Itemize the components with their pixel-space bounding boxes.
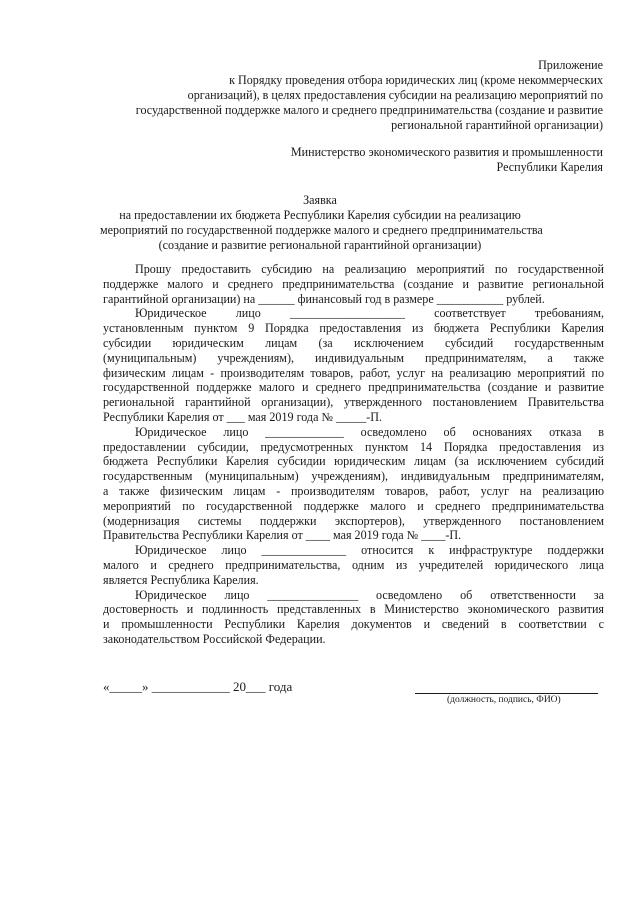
body-paragraph <box>103 306 604 424</box>
appendix-line: государственной поддержке малого и среднего предпринимательства (создание и развитие <box>135 103 603 117</box>
paragraph-line: установленным пунктом 9 Порядка предоставления из бюджета Республики Карелия <box>103 321 604 336</box>
paragraph-line: Прошу предоставить субсидию на реализацию мероприятий по государственной <box>135 262 604 276</box>
heading-line: на предоставлении их бюджета Республики Карелия субсидии на реализацию <box>119 208 521 222</box>
paragraph-line: достоверность и подлинность представленных в Министерство экономического развития <box>103 602 604 617</box>
document-heading <box>100 193 543 253</box>
heading-line: мероприятий по государственной поддержке малого и среднего предпринимательства <box>100 223 543 237</box>
paragraph-line: предоставлении субсидии, предусмотренных пунктом 14 Порядка предоставления из <box>103 439 604 454</box>
paragraph-line: Правительства Республики Карелия от ____ мая 2019 года № ____-П. <box>103 528 462 543</box>
paragraph-line: законодательством Российской Федерации. <box>103 631 326 646</box>
addressee-line: Министерство экономического развития и промышленности <box>290 145 603 159</box>
paragraph-line: Юридическое лицо _____________ осведомлено об основаниях отказа в <box>135 424 604 439</box>
paragraph-line: физическим лицам - производителям товаров, работ, услуг на реализацию мероприятий по <box>103 365 604 380</box>
body-paragraph <box>103 543 604 587</box>
appendix-line: организаций), в целях предоставления субсидии на реализацию мероприятий по <box>187 88 603 102</box>
signature-line[interactable] <box>415 693 598 694</box>
paragraph-line: мероприятий по государственной поддержке малого и среднего предпринимательства <box>103 498 604 513</box>
appendix-line: региональной гарантийной организации) <box>391 118 603 132</box>
signature-caption: (должность, подпись, ФИО) <box>447 695 561 705</box>
body-paragraph <box>103 425 604 543</box>
paragraph-line: малого и среднего предпринимательства, одним из учредителей юридического лица <box>103 557 604 572</box>
paragraph-line: является Республика Карелия. <box>103 572 259 587</box>
date-field[interactable]: «_____» ____________ 20___ года <box>103 679 293 694</box>
body-paragraph <box>103 262 604 306</box>
paragraph-line: Юридическое лицо _______________ осведомлено об ответственности за <box>135 587 604 602</box>
paragraph-line: государственным (муниципальным) учреждениям), индивидуальным предпринимателям, <box>103 469 604 484</box>
paragraph-line: региональной гарантийной организации), утвержденного постановлением Правительства <box>103 395 604 410</box>
paragraph-line: (муниципальным) учреждениям), индивидуальным предпринимателям, а также <box>103 350 604 365</box>
paragraph-line: Юридическое лицо ___________________ соответствует требованиям, <box>135 306 604 321</box>
addressee-block <box>200 145 603 175</box>
appendix-line: Приложение <box>538 58 603 72</box>
paragraph-line: гарантийной организации) на ______ финансовый год в размере ___________ рублей. <box>103 291 545 306</box>
addressee-line: Республики Карелия <box>496 160 603 174</box>
paragraph-line: Юридическое лицо ______________ относится к инфраструктуре поддержки <box>135 543 604 558</box>
appendix-line: к Порядку проведения отбора юридических лиц (кроме некоммерческих <box>229 73 603 87</box>
paragraph-line: а также физическим лицам - производителям товаров, работ, услуг на реализацию <box>103 483 604 498</box>
paragraph-line: (модернизация системы поддержки экспортеров), утвержденного постановлением <box>103 513 604 528</box>
paragraph-line: субсидии юридическим лицам (за исключением субсидий государственным <box>103 335 604 350</box>
paragraph-line: Республики Карелия от ___ мая 2019 года № _____-П. <box>103 409 383 424</box>
paragraph-line: государственной поддержке малого и среднего предпринимательства (создание и развитие <box>103 380 604 395</box>
heading-line: (создание и развитие региональной гарантийной организации) <box>158 238 482 252</box>
appendix-header <box>80 58 603 133</box>
paragraph-line: бюджета Республики Карелия субсидии юридическим лицам (за исключением субсидий <box>103 454 604 469</box>
document-title: Заявка <box>303 193 337 207</box>
paragraph-line: и промышленности Республики Карелия документов и сведений в соответствии с <box>103 617 604 632</box>
body-paragraph <box>103 588 604 647</box>
signature-block <box>103 680 604 720</box>
paragraph-line: поддержке малого и среднего предпринимательства (создание и развитие региональной <box>103 276 604 291</box>
application-body <box>103 262 604 647</box>
